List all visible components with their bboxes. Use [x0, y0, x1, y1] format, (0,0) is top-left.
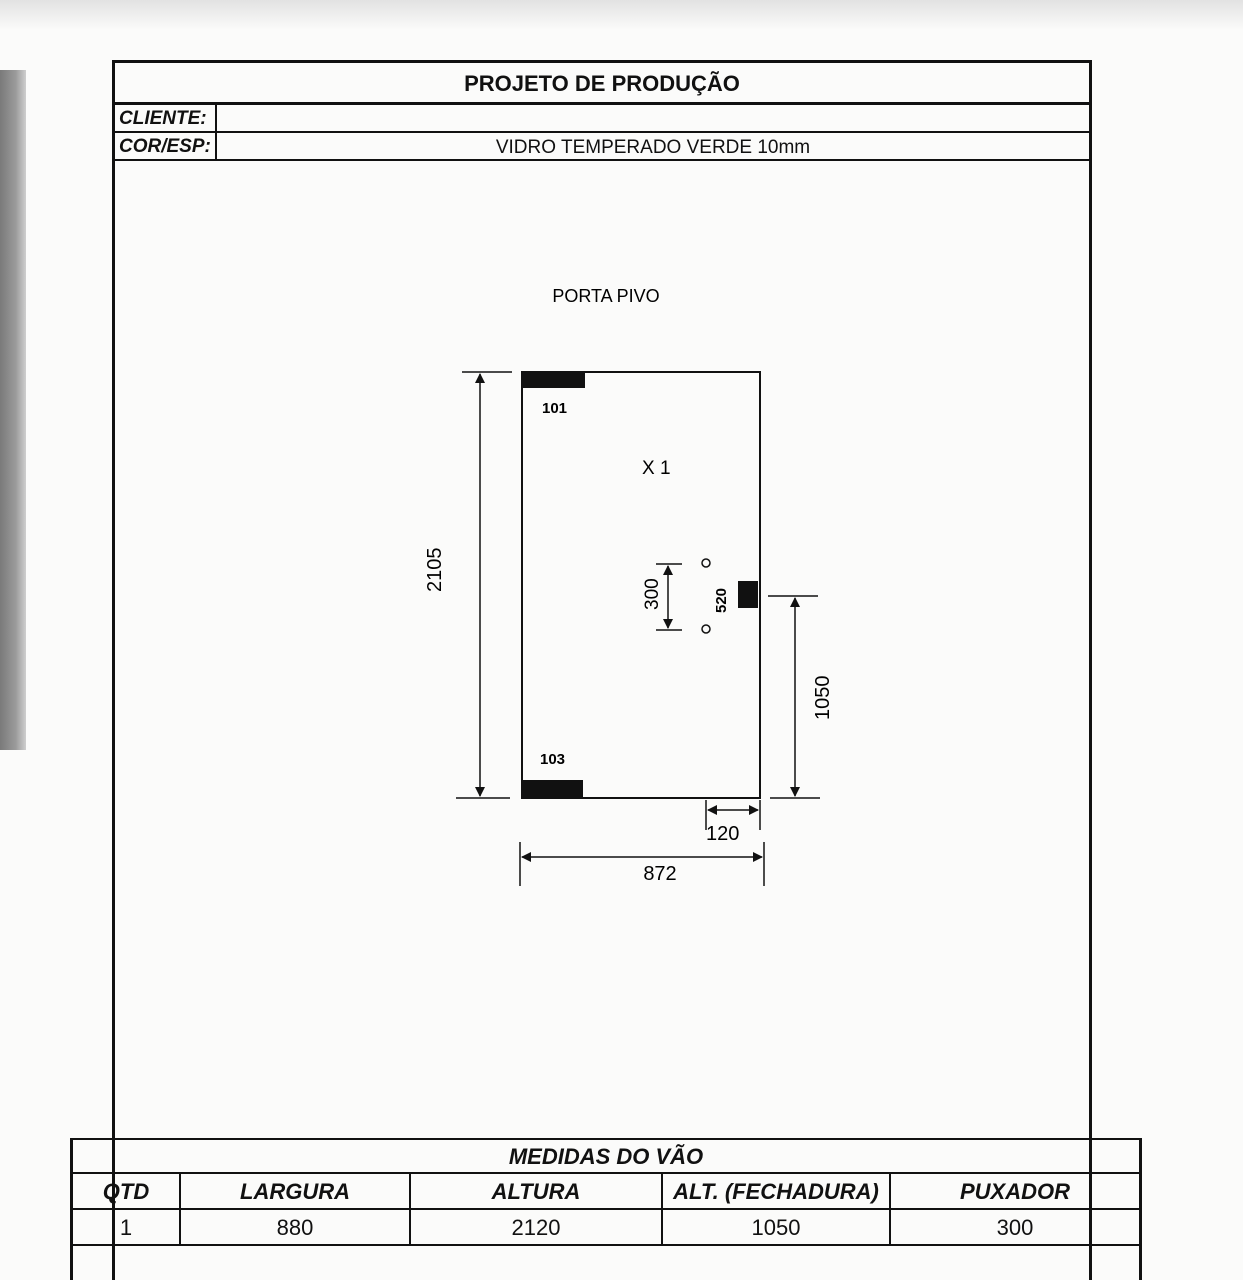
- top-hardware-label: 101: [542, 400, 568, 417]
- piece-name: PORTA PIVO: [552, 286, 660, 306]
- sheet-title: PROJETO DE PRODUÇÃO: [115, 63, 1089, 105]
- header-puxador: PUXADOR: [959, 1179, 1070, 1204]
- header-largura: LARGURA: [181, 1174, 411, 1208]
- measures-title: MEDIDAS DO VÃO: [73, 1140, 1139, 1174]
- lock-label: 520: [713, 587, 730, 613]
- bottom-hardware-label: 103: [540, 751, 566, 768]
- door-outline: [522, 372, 760, 798]
- lock-hardware: [738, 581, 758, 608]
- width-dim-label: 872: [643, 863, 677, 885]
- value-alt-fechadura: 1050: [663, 1210, 891, 1244]
- height-dim-label: 2105: [424, 547, 446, 592]
- header-alt-fechadura: ALT. (FECHADURA): [663, 1174, 891, 1208]
- offset-dim-label: 120: [706, 823, 740, 845]
- measures-table: [70, 1138, 1142, 1280]
- lock-dim-label: 1050: [812, 675, 834, 720]
- cliente-label: CLIENTE:: [115, 105, 217, 131]
- measures-value-row: [73, 1210, 1139, 1246]
- value-qtd: 1: [73, 1210, 181, 1244]
- top-pivot-hardware: [523, 371, 585, 388]
- cor-esp-value: VIDRO TEMPERADO VERDE 10mm: [495, 137, 811, 158]
- measures-header-row: [73, 1174, 1139, 1210]
- handle-dim-label: 300: [642, 578, 663, 610]
- bottom-pivot-hardware: [521, 780, 583, 798]
- quantity-mark: X 1: [642, 458, 671, 479]
- header-qtd: QTD: [73, 1174, 181, 1208]
- handle-hole-bottom: [702, 625, 710, 633]
- cor-esp-label: COR/ESP:: [115, 133, 217, 159]
- header-altura: ALTURA: [411, 1174, 663, 1208]
- handle-hole-top: [702, 559, 710, 567]
- value-altura: 2120: [411, 1210, 663, 1244]
- value-puxador: 300: [996, 1215, 1034, 1240]
- value-largura: 880: [181, 1210, 411, 1244]
